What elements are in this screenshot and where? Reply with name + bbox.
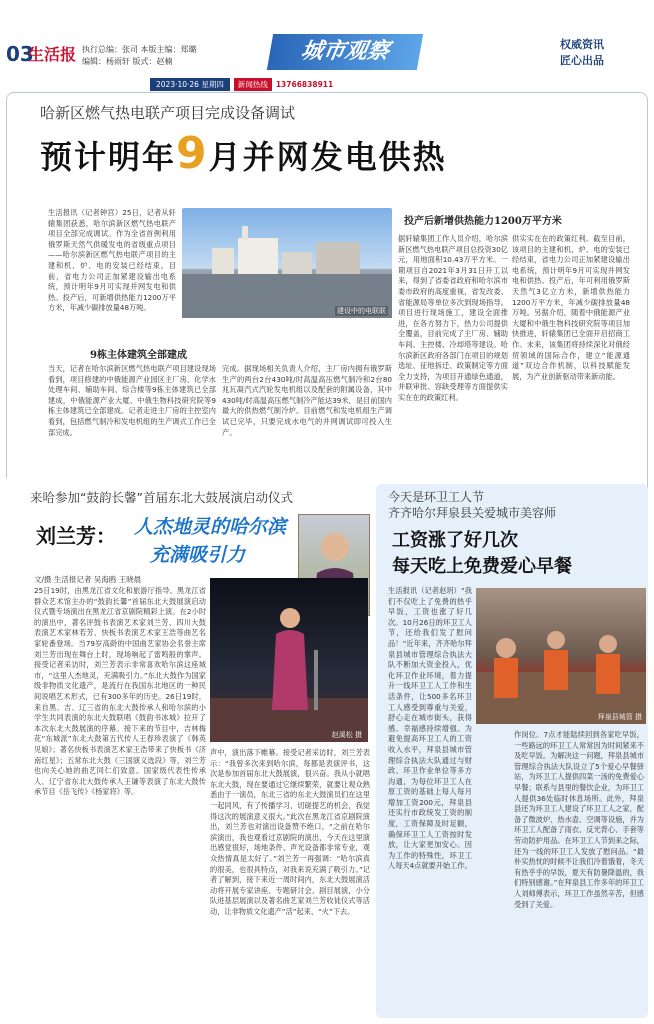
sanitation-title-2: 每天吃上免费爱心早餐 [392,556,572,577]
sanitation-title-1: 工资涨了好几次 [392,530,518,551]
top-story-lead: 生活报讯（记者钟宫）25日，记者从轩辕集团获悉，哈尔滨新区燃气热电联产项目全部完成调试。作为全省首例利用俄罗斯天然气供暖发电的省级重点项目——哈尔滨新区燃气热电联产项目的主建和机、炉、电的安装已经结束。目前，省电力公司正加紧建设输出电系统，预计明年9月可实现并网发电和供热。投产后，可新增供热能力1200万平方米，年减少碳排放量48万吨。 [48,208,176,313]
capacity-column-1: 据轩辕集团工作人员介绍，哈尔滨新区燃气热电联产项目总投资30亿元，用地面积10.43万平方米。一期项目自2021年3月31日开工以来，得到了省委省政府和哈尔滨市委市政府的高度重视，省发改委、省能源局等单位多次到现场指导。项目进行现场施工，建设全面推进，在各方努力下，热力公司提供全覆盖，目前完成了主厂房、辅助车间、主控楼、冷却塔等建设。哈尔滨新区政府各部门在项目的规划选址、征地拆迁、政策制定等方面全力支持，为项目开通绿色通道，并联审批、容缺受理等方面提供实实在在的政策红利。 [398,234,508,402]
culture-story-kicker: 来哈参加“鼓韵长馨”首届东北大鼓展演启动仪式 [30,490,293,505]
top-photo-caption: 建设中的电联联 [337,307,386,315]
power-plant-illustration [182,208,392,318]
sanitation-kicker-1: 今天是环卫工人节 [388,490,485,504]
hotline-label: 新闻热线 [234,78,272,91]
slogan-line-2: 匠心出品 [560,54,604,67]
culture-byline: 文/摄 生活报记者 吴海鸥 王晓晨 [34,575,142,584]
stage-photo-caption: 赵溪松 摄 [331,731,362,739]
capacity-column-2: 供实实在在的政策红利。截至目前，该项目的主建和机、炉、电的安装已经结束，省电力公司正加紧建设输出电系统，预计明年9月可实现并网发电和供热。投产后，年可利用俄罗斯天然气3亿立方米，新增供热能力1200万平方米，年减少碳排放量48万吨。另据介绍，随着中俄能源产业大厦和中俄生物科技研究院等项目加快推进，轩辕集团已全面开启招商工作。未来，该集团将持续深化对俄经贸领域的国际合作，建立“能源通道”双边合作机制，以科技赋能发展，为产业创新驱动带来新动能。 [512,234,630,381]
slogan-line-1: 权威资讯 [560,38,604,51]
hotline-number: 13766838911 [275,80,334,89]
headline-part-2: 月并网发电供热 [208,138,447,176]
subhead-capacity: 投产后新增供热能力1200万平方米 [404,216,562,227]
culture-story-name: 刘兰芳： [36,524,116,548]
sanitation-lead: 生活报讯（记者赵玥）“我们不仅吃上了免费的热乎早饭，工资也涨了好几次。10月26日的环卫工人节，还给我们发了慰问品！”近年来，齐齐哈尔拜泉县城市管理综合执法大队不断加大资金投入，优化环卫作业环境，着力提升一线环卫工人工作和生活条件，让500多名环卫工人感受到尊重与关爱，舒心走在城市街头，获得感、幸福感持续增强。为避免提高环卫工人的工资收入水平，拜泉县城市管理综合执法大队通过与财政、环卫作业单位等多方沟通，为每位环卫工人在原工资的基础上每人每月增加工资200元，拜泉县还实行市政统发工资的制度，工资保障及时足额，确保环卫工人工资按时发放，让大家更加安心。因为工作的特殊性，环卫工人每天4点就要开始工作。 [388,586,472,871]
date-strip [150,78,510,90]
culture-column-1: 25日19时，由黑龙江省文化和旅游厅指导、黑龙江省群众艺术馆主办的“鼓韵长馨”首届东北大鼓展演启动仪式暨专场演出在黑龙江省京剧院精彩上演。在2小时的演出中，著名评鼓书表演艺术家刘兰芳、四川大鼓表演艺术家林若芳、快板书表演艺术家王浩等曲艺名家轮番登场。当79岁高龄的中国曲艺家协会名誉主席刘兰芳出现在舞台上时，现场响起了雷鸣般的掌声。接受记者采访时，刘兰芳表示非常喜欢哈尔滨这座城市，“这里人杰地灵，充满吸引力。”东北大鼓作为国家级非物质文化遗产，是流行在我国东北地区的一种民间说唱艺术形式，已有300多年的历史。26日19时，来自黑、吉、辽三省的东北大鼓传承人和哈尔滨的小学生共同表演的东北大鼓联唱《鼓韵书冰城》拉开了本次东北大鼓展演的序幕。接下来的节目中，吉林梅花“东城派”东北大鼓第五代传人王春珍表演了《韩英见娘》；著名快板书表演艺术家王浩带来了快板书《济南红星》；五常东北大鼓《三国演义选段》等，刘兰芳也向关心她的曲艺同仁们致意。国家级代表性传承人、辽宁省东北大鼓传承人王谦等表演了东北大鼓传承节目《岳飞传》《杨家将》等。 [34,586,206,797]
buildings-column-2: 完成。据现场相关负责人介绍，主厂房内拥有俄罗斯生产的两台2台430吨/时高温高压燃气制冷和2台80兆瓦凝汽式汽轮发电机组以及配套的附属设备，其中430吨/时高温高压燃气制冷产能达39米，是目前国内最大的供热燃气制冷炉。目前燃气和发电机组生产调试已完毕，只要完成水电气的并网调试即可投入生产。 [222,364,392,437]
page-number: 03 [6,42,34,66]
sanitation-column-2: 作岗位。7点才能陆续回到各家吃早饭，一些路远的环卫工人常常因为时间紧来不及吃早饭。为解决这一问题，拜泉县城市管理综合执法大队设立了5个爱心早餐驿站，为环卫工人提供四菜一汤的免费爱心早餐；联系与县里的餐饮企业，为环卫工人提供36处临时休息场所。此外，拜泉县还为环卫工人建设了环卫工人之家，配备了微波炉、热水壶、空调等设施，并为环卫工人配备了雨衣、反光背心、手套等劳动防护用品。在环卫工人节到来之际，还为一线的环卫工人发放了慰问品。“最朴实热忱的时候不让我们冷着饿着，冬天有热乎乎的早饭，夏天有防暑降温的，我们特别感谢。”在拜泉县工作多年的环卫工人刘师傅表示，环卫工作虽然辛苦，但感受到了关爱。 [514,730,644,909]
top-story-kicker: 哈新区燃气热电联产项目完成设备调试 [40,104,296,122]
culture-title-line-1: 人杰地灵的哈尔滨 [134,516,287,538]
culture-column-2: 声中，演出落下帷幕。接受记者采访时，刘兰芳表示：“我曾多次来到哈尔滨，每都是表演评书，这次是参加首届东北大鼓展演，很兴奋。我从小就唱东北大鼓，现在要通过它继续繁荣，就要让观众熟悉由于一演员，东北三省的东北大鼓演员们在这里一起同风，有了传播学习、切磋提艺的机会，我觉得这次的展演意义很大。”此次在黑龙江省京剧院演出，刘兰芳也对演出设备赞不绝口。“之前在哈尔滨演出，我也观看过京剧院的演出，今天在这里演出感觉很好，场地条件、声光设备都非常专业，观众热情真是太好了。”刘兰芳一再强调：“哈尔滨真的很美，也很具特点，对我来说充满了吸引力。”记者了解到，接下来近一周时间内，东北大鼓展演活动将开展专家讲座、专题研讨会、剧目展演，小分队进基层展演以及著名曲艺家刘兰芳收徒仪式等活动，让非物质文化遗产“活”起来、“火”下去。 [210,748,370,916]
breakfast-photo [476,588,646,724]
stage-illustration [210,578,368,742]
headline-number: 9 [176,128,209,179]
sanitation-kicker-2: 齐齐哈尔拜泉县关爱城市美容师 [388,506,557,520]
breakfast-photo-caption: 拜泉县城管 摄 [597,713,642,721]
buildings-column-1: 当天，记者在哈尔滨新区燃气热电联产项目建设现场看到，项目修建的中俄能源产业园区主厂房、化学水处理车间、辅助车间、综合楼等9栋主体建筑已全部建成，中俄能源产业大厦、中俄生物科技研究院等9栋主体建筑已全部建成。记者走进主厂房的主控室内看到，包括燃气制冷和发电机组的生产调式工作已全部完成。 [48,364,216,437]
stage-photo [210,578,368,742]
culture-title-line-2: 充满吸引力 [150,544,246,566]
breakfast-illustration [476,588,646,724]
paper-name: 生活报 [28,45,77,64]
editor-line-2: 编辑：杨雨轩 版式：赵楠 [82,57,173,66]
top-story-photo [182,208,392,318]
headline-part-1: 预计明年 [40,138,177,176]
subhead-buildings: 9栋主体建筑全部建成 [90,350,187,361]
editor-line-1: 执行总编：张司 本版主编：郑璐 [82,45,197,54]
top-story-headline [40,128,447,179]
issue-date: 2023·10·26 星期四 [150,78,230,91]
section-title: 城市观察 [267,34,423,70]
slogan [560,36,604,68]
